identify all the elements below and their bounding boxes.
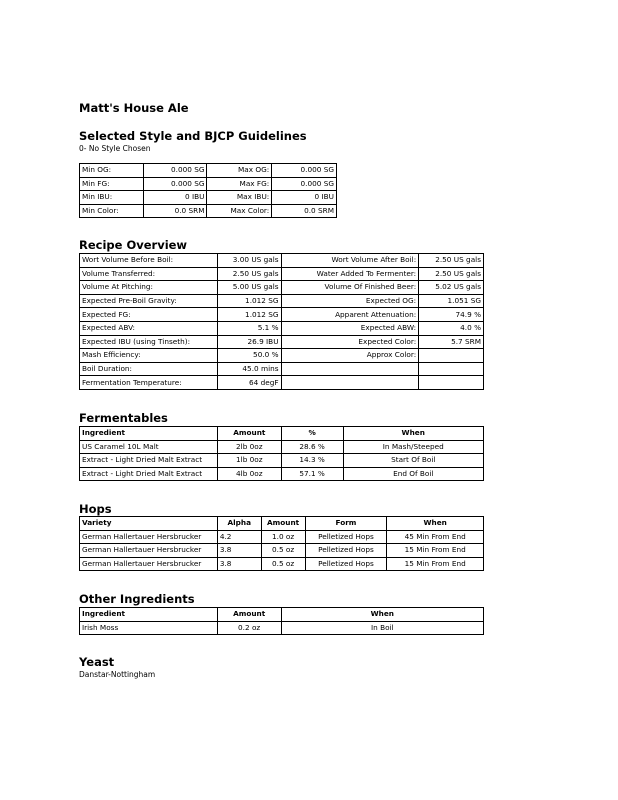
field-value: 4.0 % (419, 321, 484, 335)
field-value: 0.000 SG (272, 164, 337, 178)
table-row (80, 254, 484, 268)
fermentables-table (79, 426, 484, 481)
column-header: Amount (217, 427, 281, 441)
style-guidelines-table (79, 163, 337, 218)
style-heading: Selected Style and BJCP Guidelines (79, 129, 307, 143)
column-header: Amount (261, 517, 305, 531)
alpha-cell: 4.2 (217, 530, 261, 544)
field-value: 5.1 % (217, 321, 281, 335)
table-row (80, 349, 484, 363)
table-row (80, 376, 484, 390)
form-cell: Pelletized Hops (305, 544, 387, 558)
field-value: 45.0 mins (217, 362, 281, 376)
when-cell: 15 Min From End (387, 557, 484, 571)
field-label: Volume Transferred: (80, 267, 218, 281)
field-value: 0 IBU (272, 191, 337, 205)
field-value: 0.000 SG (143, 177, 207, 191)
field-label (281, 362, 419, 376)
table-row (80, 544, 484, 558)
table-row (80, 267, 484, 281)
table-row (80, 335, 484, 349)
yeast-heading: Yeast (79, 655, 115, 669)
field-label: Water Added To Fermenter: (281, 267, 419, 281)
table-row (80, 164, 337, 178)
table-row (80, 467, 484, 481)
field-value: 1.012 SG (217, 294, 281, 308)
field-label: Wort Volume Before Boil: (80, 254, 218, 268)
form-cell: Pelletized Hops (305, 557, 387, 571)
field-value: 64 degF (217, 376, 281, 390)
field-value: 3.00 US gals (217, 254, 281, 268)
table-row (80, 440, 484, 454)
table-row (80, 530, 484, 544)
field-value (419, 349, 484, 363)
variety-cell: German Hallertauer Hersbrucker (80, 530, 218, 544)
style-chosen: 0- No Style Chosen (79, 144, 151, 153)
amount-cell: 0.5 oz (261, 544, 305, 558)
when-cell: End Of Boil (343, 467, 484, 481)
field-value (419, 362, 484, 376)
table-row (80, 281, 484, 295)
ingredient-cell: US Caramel 10L Malt (80, 440, 218, 454)
amount-cell: 0.2 oz (217, 621, 281, 635)
overview-heading: Recipe Overview (79, 238, 188, 252)
table-row (80, 204, 337, 218)
field-label: Expected IBU (using Tinseth): (80, 335, 218, 349)
column-header: Variety (80, 517, 218, 531)
field-label: Min IBU: (80, 191, 144, 205)
percent-cell: 14.3 % (281, 454, 343, 468)
field-label: Min Color: (80, 204, 144, 218)
field-label: Expected Color: (281, 335, 419, 349)
table-row (80, 621, 484, 635)
column-header: Form (305, 517, 387, 531)
field-value: 5.02 US gals (419, 281, 484, 295)
recipe-overview-table (79, 253, 484, 390)
field-label: Volume At Pitching: (80, 281, 218, 295)
yeast-name: Danstar-Nottingham (79, 670, 156, 679)
amount-cell: 1.0 oz (261, 530, 305, 544)
ingredient-cell: Extract - Light Dried Malt Extract (80, 467, 218, 481)
alpha-cell: 3.8 (217, 557, 261, 571)
table-row (80, 454, 484, 468)
field-label: Expected Pre-Boil Gravity: (80, 294, 218, 308)
column-header: When (387, 517, 484, 531)
field-label (281, 376, 419, 390)
other-header-row (80, 608, 484, 622)
hops-heading: Hops (79, 502, 112, 516)
when-cell: In Mash/Steeped (343, 440, 484, 454)
column-header: Ingredient (80, 427, 218, 441)
field-value: 2.50 US gals (217, 267, 281, 281)
field-label: Mash Efficiency: (80, 349, 218, 363)
fermentables-header-row (80, 427, 484, 441)
amount-cell: 0.5 oz (261, 557, 305, 571)
column-header: Alpha (217, 517, 261, 531)
field-label: Volume Of Finished Beer: (281, 281, 419, 295)
table-row (80, 557, 484, 571)
field-label: Apparent Attenuation: (281, 308, 419, 322)
amount-cell: 4lb 0oz (217, 467, 281, 481)
field-label: Boil Duration: (80, 362, 218, 376)
table-row (80, 294, 484, 308)
amount-cell: 2lb 0oz (217, 440, 281, 454)
field-label: Fermentation Temperature: (80, 376, 218, 390)
field-value: 0.0 SRM (272, 204, 337, 218)
field-label: Approx Color: (281, 349, 419, 363)
field-label: Wort Volume After Boil: (281, 254, 419, 268)
other-ingredients-table (79, 607, 484, 635)
percent-cell: 57.1 % (281, 467, 343, 481)
field-value: 1.012 SG (217, 308, 281, 322)
field-label: Min OG: (80, 164, 144, 178)
variety-cell: German Hallertauer Hersbrucker (80, 557, 218, 571)
field-value (419, 376, 484, 390)
field-label: Max Color: (207, 204, 272, 218)
field-value: 50.0 % (217, 349, 281, 363)
field-value: 5.00 US gals (217, 281, 281, 295)
field-label: Expected OG: (281, 294, 419, 308)
when-cell: 45 Min From End (387, 530, 484, 544)
when-cell: 15 Min From End (387, 544, 484, 558)
field-label: Max OG: (207, 164, 272, 178)
when-cell: Start Of Boil (343, 454, 484, 468)
field-value: 74.9 % (419, 308, 484, 322)
field-value: 2.50 US gals (419, 267, 484, 281)
column-header: When (281, 608, 483, 622)
column-header: Amount (217, 608, 281, 622)
fermentables-heading: Fermentables (79, 411, 168, 425)
field-value: 0 IBU (143, 191, 207, 205)
variety-cell: German Hallertauer Hersbrucker (80, 544, 218, 558)
alpha-cell: 3.8 (217, 544, 261, 558)
percent-cell: 28.6 % (281, 440, 343, 454)
hops-header-row (80, 517, 484, 531)
field-value: 1.051 SG (419, 294, 484, 308)
when-cell: In Boil (281, 621, 483, 635)
form-cell: Pelletized Hops (305, 530, 387, 544)
hops-table (79, 516, 484, 571)
field-label: Max FG: (207, 177, 272, 191)
field-label: Expected ABV: (80, 321, 218, 335)
table-row (80, 191, 337, 205)
field-label: Expected ABW: (281, 321, 419, 335)
column-header: % (281, 427, 343, 441)
amount-cell: 1lb 0oz (217, 454, 281, 468)
field-label: Max IBU: (207, 191, 272, 205)
field-value: 2.50 US gals (419, 254, 484, 268)
column-header: When (343, 427, 484, 441)
ingredient-cell: Irish Moss (80, 621, 218, 635)
field-value: 0.000 SG (143, 164, 207, 178)
column-header: Ingredient (80, 608, 218, 622)
field-value: 0.000 SG (272, 177, 337, 191)
field-value: 0.0 SRM (143, 204, 207, 218)
table-row (80, 321, 484, 335)
recipe-title: Matt's House Ale (79, 101, 189, 115)
field-label: Min FG: (80, 177, 144, 191)
field-value: 5.7 SRM (419, 335, 484, 349)
ingredient-cell: Extract - Light Dried Malt Extract (80, 454, 218, 468)
table-row (80, 177, 337, 191)
other-heading: Other Ingredients (79, 592, 195, 606)
table-row (80, 308, 484, 322)
field-value: 26.9 IBU (217, 335, 281, 349)
field-label: Expected FG: (80, 308, 218, 322)
table-row (80, 362, 484, 376)
